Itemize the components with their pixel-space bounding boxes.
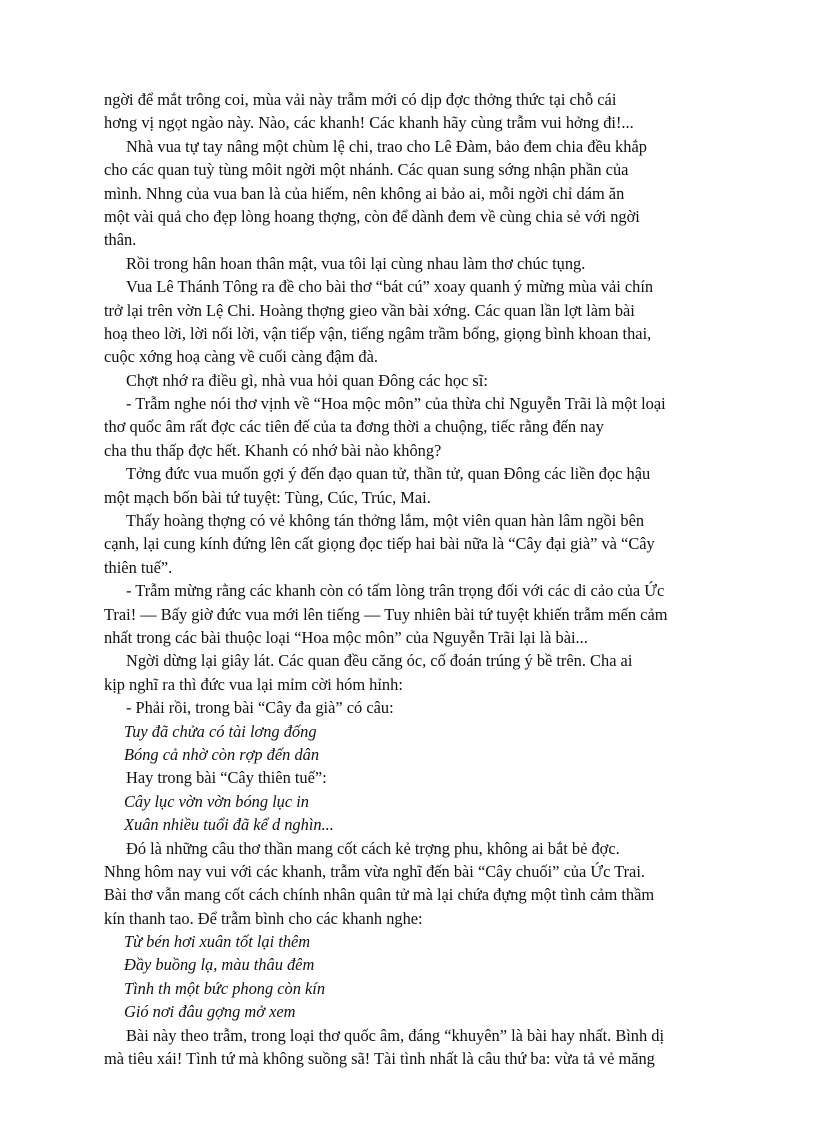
text-line: ngời để mắt trông coi, mùa vải này trẫm mới có dịp đợc thởng thức tại chỗ cái [104,90,617,109]
text-line: thơ quốc âm rất đợc các tiên đế của ta đơng thời a chuộng, tiếc rằng đến nay [104,417,604,437]
verse-line: Tình th một bức phong còn kín [124,978,326,998]
verse-line: Gió nơi đâu gợng mở xem [124,1002,296,1022]
text-line: thân. [104,230,137,250]
text-line: Tởng đức vua muốn gợi ý đến đạo quan tử, thần tử, quan Đông các liền đọc hậu [126,464,651,484]
text-line: Chợt nhớ ra điều gì, nhà vua hỏi quan Đông các học sĩ: [126,370,488,390]
text-line: Nhng hôm nay vui với các khanh, trẫm vừa nghĩ đến bài “Cây chuối” của Ức Trai. [104,861,645,881]
text-line: kịp nghĩ ra thì đức vua lại mỉm cời hóm hỉnh: [104,674,403,694]
text-line: Nhà vua tự tay nâng một chùm lệ chi, trao cho Lê Đàm, bảo đem chia đều khắp [126,136,647,156]
text-line: Trai! — Bấy giờ đức vua mới lên tiếng — Tuy nhiên bài tứ tuyệt khiến trẫm mến cảm [104,604,668,624]
text-line: cạnh, lại cung kính đứng lên cất giọng đọc tiếp hai bài nữa là “Cây đại già” và “Cây [104,534,655,554]
text-line: hơng vị ngọt ngào này. Nào, các khanh! Các khanh hãy cùng trẫm vui hởng đi!... [104,113,634,133]
text-line: Bài này theo trẫm, trong loại thơ quốc âm, đáng “khuyên” là bài hay nhất. Bình dị [126,1025,665,1045]
text-line: một mạch bốn bài tứ tuyệt: Tùng, Cúc, Trúc, Mai. [104,487,431,507]
text-line: nhất trong các bài thuộc loại “Hoa mộc môn” của Nguyễn Trãi lại là bài... [104,627,588,647]
text-line: Bài thơ vẫn mang cốt cách chính nhân quân tử mà lại chứa đựng một tình cảm thầm [104,885,655,905]
text-line: cha thu thấp đợc hết. Khanh có nhớ bài nào không? [104,440,442,460]
text-line: kín thanh tao. Để trẫm bình cho các khanh nghe: [104,908,423,928]
text-line: Rồi trong hân hoan thân mật, vua tôi lại cùng nhau làm thơ chúc tụng. [126,253,586,273]
text-line: - Phải rồi, trong bài “Cây đa già” có câu: [126,698,394,718]
text-line: mà tiêu xái! Tình tứ mà không suồng sã! Tài tình nhất là câu thứ ba: vừa tả vẻ măng [104,1049,655,1069]
verse-line: Xuân nhiều tuổi đã kể d nghìn... [124,815,334,835]
text-line: trở lại trên vờn Lệ Chi. Hoàng thợng gieo vần bài xớng. Các quan lần lợt làm bài [104,300,635,320]
verse-line: Tuy đã chửa có tài lơng đống [124,721,317,741]
text-line: - Trẫm nghe nói thơ vịnh về “Hoa mộc môn” của thừa chỉ Nguyễn Trãi là một loại [126,394,666,414]
verse-line: Cây lục vờn vờn bóng lục in [124,791,310,811]
text-line: - Trẫm mừng rằng các khanh còn có tấm lòng trân trọng đối với các di cảo của Ức [126,581,665,601]
text-line: cho các quan tuỳ tùng môit ngời một nhánh. Các quan sung sớng nhận phần của [104,160,629,180]
text-line: mình. Nhng của vua ban là của hiếm, nên không ai bảo ai, mỗi ngời chỉ dám ăn [104,183,625,203]
text-line: Đó là những câu thơ thần mang cốt cách kẻ trợng phu, không ai bắt bẻ đợc. [126,838,620,858]
text-line: cuộc xớng hoạ càng về cuối càng đậm đà. [104,347,378,367]
text-line: Ngời dừng lại giây lát. Các quan đều căng óc, cố đoán trúng ý bề trên. Cha ai [126,651,633,671]
verse-line: Đầy buồng lạ, màu thâu đêm [124,955,315,975]
text-line: Hay trong bài “Cây thiên tuế”: [126,768,327,788]
text-line: Thấy hoàng thợng có vẻ không tán thởng lắm, một viên quan hàn lâm ngồi bên [126,511,645,531]
verse-line: Từ bén hơi xuân tốt lại thêm [124,932,311,952]
verse-line: Bóng cả nhờ còn rợp đến dân [124,744,320,764]
text-line: hoạ theo lời, lời nối lời, vận tiếp vận, tiếng ngâm trầm bổng, giọng bình khoan thai, [104,323,652,343]
document-page [104,88,764,1070]
text-line: Vua Lê Thánh Tông ra đề cho bài thơ “bát cú” xoay quanh ý mừng mùa vải chín [126,277,654,297]
text-line: thiên tuế”. [104,557,173,577]
text-line: một vài quả cho đẹp lòng hoang thợng, còn để dành đem về cùng chia sẻ với ngời [104,206,640,226]
